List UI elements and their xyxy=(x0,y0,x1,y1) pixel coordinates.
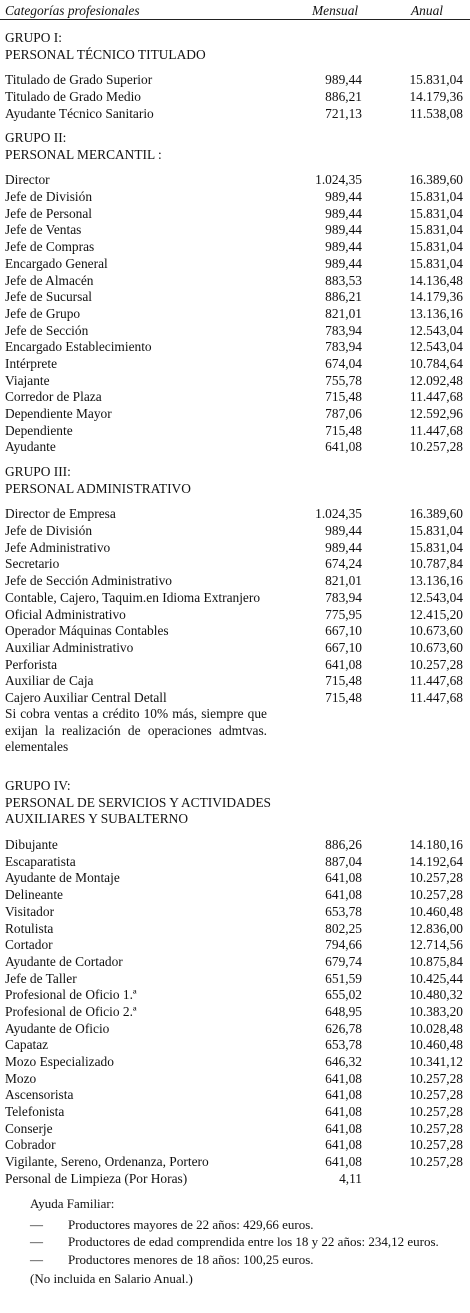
table-row xyxy=(5,189,465,206)
annual-salary: 10.673,60 xyxy=(409,623,463,639)
monthly-salary: 641,08 xyxy=(325,1104,362,1120)
category-name: Profesional de Oficio 2.ª xyxy=(5,1003,137,1019)
monthly-salary: 783,94 xyxy=(325,322,362,338)
table-row xyxy=(5,439,465,456)
table-row xyxy=(5,523,465,540)
annual-salary: 14.180,16 xyxy=(409,837,463,853)
table-row xyxy=(5,222,465,239)
table-row xyxy=(5,837,465,854)
monthly-salary: 783,94 xyxy=(325,589,362,605)
monthly-salary: 721,13 xyxy=(325,105,362,121)
table-row xyxy=(5,904,465,921)
family-aid-section xyxy=(30,1196,466,1288)
annual-salary: 13.136,16 xyxy=(409,305,463,321)
table-row xyxy=(5,657,465,674)
table-row xyxy=(5,540,465,557)
table-row xyxy=(5,987,465,1004)
category-name: Jefe de Sucursal xyxy=(5,289,93,305)
group-title: GRUPO II: xyxy=(5,130,67,145)
group-subtitle: PERSONAL DE SERVICIOS Y ACTIVIDADES xyxy=(5,794,272,810)
annual-salary: 10.257,28 xyxy=(409,887,463,903)
monthly-salary: 989,44 xyxy=(325,222,362,238)
annual-salary: 15.831,04 xyxy=(409,189,463,205)
annual-salary: 10.257,28 xyxy=(409,1137,463,1153)
category-name: Ayudante Técnico Sanitario xyxy=(5,105,154,121)
table-row xyxy=(5,623,465,640)
group-rows xyxy=(5,172,465,456)
annual-salary: 12.836,00 xyxy=(409,920,463,936)
category-name: Visitador xyxy=(5,903,55,919)
monthly-salary: 641,08 xyxy=(325,870,362,886)
monthly-salary: 679,74 xyxy=(325,953,362,969)
dash-bullet: — xyxy=(30,1234,43,1249)
dash-bullet: — xyxy=(30,1251,43,1267)
category-name: Jefe de Ventas xyxy=(5,222,82,238)
monthly-salary: 989,44 xyxy=(325,539,362,555)
annual-salary: 11.447,68 xyxy=(409,422,463,438)
category-name: Ayudante de Oficio xyxy=(5,1020,110,1036)
category-name: Personal de Limpieza (Por Horas) xyxy=(5,1170,188,1186)
table-row xyxy=(5,1137,465,1154)
table-row xyxy=(5,1037,465,1054)
category-name: Vigilante, Sereno, Ordenanza, Portero xyxy=(5,1154,209,1170)
family-aid-item xyxy=(30,1217,466,1234)
monthly-salary: 821,01 xyxy=(325,305,362,321)
table-row xyxy=(5,289,465,306)
annual-salary: 11.447,68 xyxy=(409,389,463,405)
annual-salary: 13.136,16 xyxy=(409,573,463,589)
category-name: Contable, Cajero, Taquim.en Idioma Extranjero xyxy=(5,589,261,605)
annual-salary: 12.714,56 xyxy=(409,937,463,953)
table-row xyxy=(5,1021,465,1038)
annual-salary: 14.136,48 xyxy=(409,272,463,288)
table-row xyxy=(5,306,465,323)
table-row xyxy=(5,1121,465,1138)
monthly-salary: 989,44 xyxy=(325,523,362,539)
group-rows xyxy=(5,837,465,1187)
table-row xyxy=(5,1071,465,1088)
annual-salary: 12.592,96 xyxy=(409,406,463,422)
category-name: Ayudante xyxy=(5,439,56,455)
monthly-salary: 787,06 xyxy=(325,406,362,422)
monthly-salary: 989,44 xyxy=(325,189,362,205)
category-name: Capataz xyxy=(5,1037,49,1053)
annual-salary: 14.179,36 xyxy=(409,89,463,105)
monthly-salary: 641,08 xyxy=(325,439,362,455)
category-name: Jefe de Sección Administrativo xyxy=(5,573,172,589)
table-row xyxy=(5,239,465,256)
monthly-salary: 989,44 xyxy=(325,239,362,255)
annual-salary: 15.831,04 xyxy=(409,72,463,88)
annual-salary: 10.460,48 xyxy=(409,1037,463,1053)
category-name: Encargado General xyxy=(5,255,108,271)
monthly-salary: 641,08 xyxy=(325,1154,362,1170)
category-name: Cortador xyxy=(5,937,53,953)
monthly-salary: 651,59 xyxy=(325,970,362,986)
monthly-salary: 641,08 xyxy=(325,1087,362,1103)
category-name: Ayudante de Cortador xyxy=(5,953,123,969)
annual-salary: 10.425,44 xyxy=(409,970,463,986)
group-subtitle: PERSONAL ADMINISTRATIVO xyxy=(5,480,191,496)
category-name: Oficial Administrativo xyxy=(5,606,126,622)
annual-salary: 10.784,64 xyxy=(409,355,463,371)
category-name: Auxiliar Administrativo xyxy=(5,639,134,655)
monthly-salary: 1.024,35 xyxy=(315,506,362,522)
category-name: Corredor de Plaza xyxy=(5,389,102,405)
monthly-salary: 775,95 xyxy=(325,606,362,622)
header-monthly: Mensual xyxy=(312,3,359,18)
annual-salary: 15.831,04 xyxy=(409,255,463,271)
annual-salary: 10.257,28 xyxy=(409,1104,463,1120)
category-name: Ayudante de Montaje xyxy=(5,870,120,886)
table-row xyxy=(5,1087,465,1104)
category-name: Jefe de División xyxy=(5,523,93,539)
monthly-salary: 886,26 xyxy=(325,837,362,853)
table-row xyxy=(5,1054,465,1071)
category-name: Ascensorista xyxy=(5,1087,74,1103)
annual-salary: 12.092,48 xyxy=(409,372,463,388)
dash-bullet: — xyxy=(30,1216,43,1232)
annual-salary: 15.831,04 xyxy=(409,222,463,238)
annual-salary: 10.460,48 xyxy=(409,903,463,919)
annual-salary: 10.875,84 xyxy=(409,953,463,969)
table-row xyxy=(5,406,465,423)
table-row xyxy=(5,1004,465,1021)
category-name: Encargado Establecimiento xyxy=(5,339,152,355)
table-row xyxy=(5,356,465,373)
monthly-salary: 655,02 xyxy=(325,987,362,1003)
category-name: Mozo Especializado xyxy=(5,1054,114,1070)
category-name: Director xyxy=(5,172,50,188)
table-row xyxy=(5,870,465,887)
table-row xyxy=(5,323,465,340)
table-row xyxy=(5,72,465,89)
table-row xyxy=(5,506,465,523)
category-name: Jefe Administrativo xyxy=(5,539,111,555)
category-name: Jefe de Almacén xyxy=(5,272,94,288)
table-row xyxy=(5,971,465,988)
monthly-salary: 667,10 xyxy=(325,639,362,655)
table-row xyxy=(5,273,465,290)
annual-salary: 15.831,04 xyxy=(409,239,463,255)
category-name: Cajero Auxiliar Central Detall xyxy=(5,689,167,705)
group-title: GRUPO III: xyxy=(5,464,71,479)
annual-salary: 10.257,28 xyxy=(409,870,463,886)
monthly-salary: 887,04 xyxy=(325,853,362,869)
table-row xyxy=(5,954,465,971)
group-3-section xyxy=(5,464,465,707)
group-subtitle: AUXILIARES Y SUBALTERNO xyxy=(5,811,189,827)
category-name: Jefe de División xyxy=(5,189,93,205)
category-name: Conserje xyxy=(5,1120,53,1136)
table-row xyxy=(5,1171,465,1188)
family-aid-item xyxy=(30,1252,466,1269)
category-name: Operador Máquinas Contables xyxy=(5,623,169,639)
annual-salary: 10.480,32 xyxy=(409,987,463,1003)
monthly-salary: 641,08 xyxy=(325,1070,362,1086)
group-4-section xyxy=(5,778,465,1188)
annual-salary: 10.341,12 xyxy=(409,1054,463,1070)
header-categories: Categorías profesionales xyxy=(5,3,140,18)
annual-salary: 14.179,36 xyxy=(409,289,463,305)
annual-salary: 10.787,84 xyxy=(409,556,463,572)
monthly-salary: 641,08 xyxy=(325,1120,362,1136)
group-subtitle: PERSONAL TÉCNICO TITULADO xyxy=(5,46,206,62)
header-annual: Anual xyxy=(411,3,443,18)
group-title: GRUPO IV: xyxy=(5,778,71,793)
family-aid-text: Productores mayores de 22 años: 429,66 euros. xyxy=(68,1216,314,1232)
table-header xyxy=(0,0,470,20)
monthly-salary: 715,48 xyxy=(325,673,362,689)
monthly-salary: 989,44 xyxy=(325,205,362,221)
group-rows xyxy=(5,72,465,122)
monthly-salary: 641,08 xyxy=(325,1137,362,1153)
monthly-salary: 715,48 xyxy=(325,689,362,705)
annual-salary: 12.543,04 xyxy=(409,589,463,605)
group-title: GRUPO I: xyxy=(5,30,62,45)
category-name: Titulado de Grado Medio xyxy=(5,89,142,105)
category-name: Telefonista xyxy=(5,1104,65,1120)
table-row xyxy=(5,89,465,106)
family-aid-item xyxy=(30,1234,466,1251)
monthly-salary: 667,10 xyxy=(325,623,362,639)
annual-salary: 10.257,28 xyxy=(409,1154,463,1170)
family-aid-text: Productores menores de 18 años: 100,25 euros. xyxy=(68,1251,314,1267)
monthly-salary: 802,25 xyxy=(325,920,362,936)
monthly-salary: 886,21 xyxy=(325,89,362,105)
family-aid-list xyxy=(30,1217,466,1269)
category-name: Jefe de Grupo xyxy=(5,305,81,321)
annual-salary: 10.673,60 xyxy=(409,639,463,655)
table-row xyxy=(5,607,465,624)
table-row xyxy=(5,206,465,223)
table-row xyxy=(5,937,465,954)
monthly-salary: 674,24 xyxy=(325,556,362,572)
category-name: Auxiliar de Caja xyxy=(5,673,94,689)
monthly-salary: 755,78 xyxy=(325,372,362,388)
monthly-salary: 886,21 xyxy=(325,289,362,305)
table-row xyxy=(5,373,465,390)
table-row xyxy=(5,106,465,123)
monthly-salary: 653,78 xyxy=(325,1037,362,1053)
annual-salary: 10.257,28 xyxy=(409,1087,463,1103)
table-row xyxy=(5,573,465,590)
monthly-salary: 783,94 xyxy=(325,339,362,355)
monthly-salary: 883,53 xyxy=(325,272,362,288)
family-aid-text: Productores de edad comprendida entre los 18 y 22 años: 234,12 euros. xyxy=(68,1234,439,1249)
monthly-salary: 1.024,35 xyxy=(315,172,362,188)
group-2-section xyxy=(5,130,465,456)
monthly-salary: 794,66 xyxy=(325,937,362,953)
annual-salary: 16.389,60 xyxy=(409,172,463,188)
monthly-salary: 674,04 xyxy=(325,355,362,371)
annual-salary: 11.447,68 xyxy=(409,689,463,705)
monthly-salary: 715,48 xyxy=(325,422,362,438)
category-name: Perforista xyxy=(5,656,58,672)
monthly-salary: 641,08 xyxy=(325,656,362,672)
annual-salary: 12.415,20 xyxy=(409,606,463,622)
table-row xyxy=(5,1154,465,1171)
monthly-salary: 821,01 xyxy=(325,573,362,589)
group-3-note: Si cobra ventas a crédito 10% más, siempre que exijan la realización de operaciones admtvas. elementales xyxy=(5,706,267,755)
category-name: Profesional de Oficio 1.ª xyxy=(5,987,137,1003)
category-name: Viajante xyxy=(5,372,50,388)
category-name: Intérprete xyxy=(5,355,58,371)
table-row xyxy=(5,256,465,273)
table-row xyxy=(5,172,465,189)
table-row xyxy=(5,690,465,707)
category-name: Dependiente xyxy=(5,422,73,438)
annual-salary: 11.447,68 xyxy=(409,673,463,689)
annual-salary: 15.831,04 xyxy=(409,523,463,539)
table-row xyxy=(5,339,465,356)
annual-salary: 10.257,28 xyxy=(409,439,463,455)
annual-salary: 16.389,60 xyxy=(409,506,463,522)
table-row xyxy=(5,1104,465,1121)
monthly-salary: 989,44 xyxy=(325,255,362,271)
monthly-salary: 648,95 xyxy=(325,1003,362,1019)
category-name: Dibujante xyxy=(5,837,58,853)
annual-salary: 10.257,28 xyxy=(409,656,463,672)
group-subtitle: PERSONAL MERCANTIL : xyxy=(5,146,162,162)
table-row xyxy=(5,590,465,607)
family-aid-note: (No incluida en Salario Anual.) xyxy=(30,1271,193,1286)
annual-salary: 10.257,28 xyxy=(409,1120,463,1136)
category-name: Jefe de Sección xyxy=(5,322,89,338)
annual-salary: 12.543,04 xyxy=(409,339,463,355)
monthly-salary: 653,78 xyxy=(325,903,362,919)
monthly-salary: 989,44 xyxy=(325,72,362,88)
category-name: Cobrador xyxy=(5,1137,56,1153)
annual-salary: 10.383,20 xyxy=(409,1003,463,1019)
category-name: Delineante xyxy=(5,887,63,903)
category-name: Titulado de Grado Superior xyxy=(5,72,153,88)
category-name: Jefe de Compras xyxy=(5,239,95,255)
annual-salary: 11.538,08 xyxy=(409,105,463,121)
table-row xyxy=(5,389,465,406)
table-row xyxy=(5,423,465,440)
category-name: Jefe de Taller xyxy=(5,970,77,986)
category-name: Escaparatista xyxy=(5,853,76,869)
category-name: Jefe de Personal xyxy=(5,205,93,221)
category-name: Dependiente Mayor xyxy=(5,406,112,422)
annual-salary: 10.257,28 xyxy=(409,1070,463,1086)
monthly-salary: 4,11 xyxy=(339,1170,362,1186)
table-row xyxy=(5,921,465,938)
group-1-section xyxy=(5,30,465,122)
annual-salary: 14.192,64 xyxy=(409,853,463,869)
family-aid-title: Ayuda Familiar: xyxy=(30,1196,115,1211)
group-rows xyxy=(5,506,465,706)
category-name: Mozo xyxy=(5,1070,37,1086)
monthly-salary: 641,08 xyxy=(325,887,362,903)
table-row xyxy=(5,673,465,690)
annual-salary: 10.028,48 xyxy=(409,1020,463,1036)
annual-salary: 12.543,04 xyxy=(409,322,463,338)
monthly-salary: 646,32 xyxy=(325,1054,362,1070)
monthly-salary: 715,48 xyxy=(325,389,362,405)
table-row xyxy=(5,640,465,657)
monthly-salary: 626,78 xyxy=(325,1020,362,1036)
table-row xyxy=(5,887,465,904)
category-name: Secretario xyxy=(5,556,60,572)
category-name: Director de Empresa xyxy=(5,506,116,522)
annual-salary: 15.831,04 xyxy=(409,539,463,555)
category-name: Rotulista xyxy=(5,920,54,936)
table-row xyxy=(5,556,465,573)
annual-salary: 15.831,04 xyxy=(409,205,463,221)
table-row xyxy=(5,854,465,871)
